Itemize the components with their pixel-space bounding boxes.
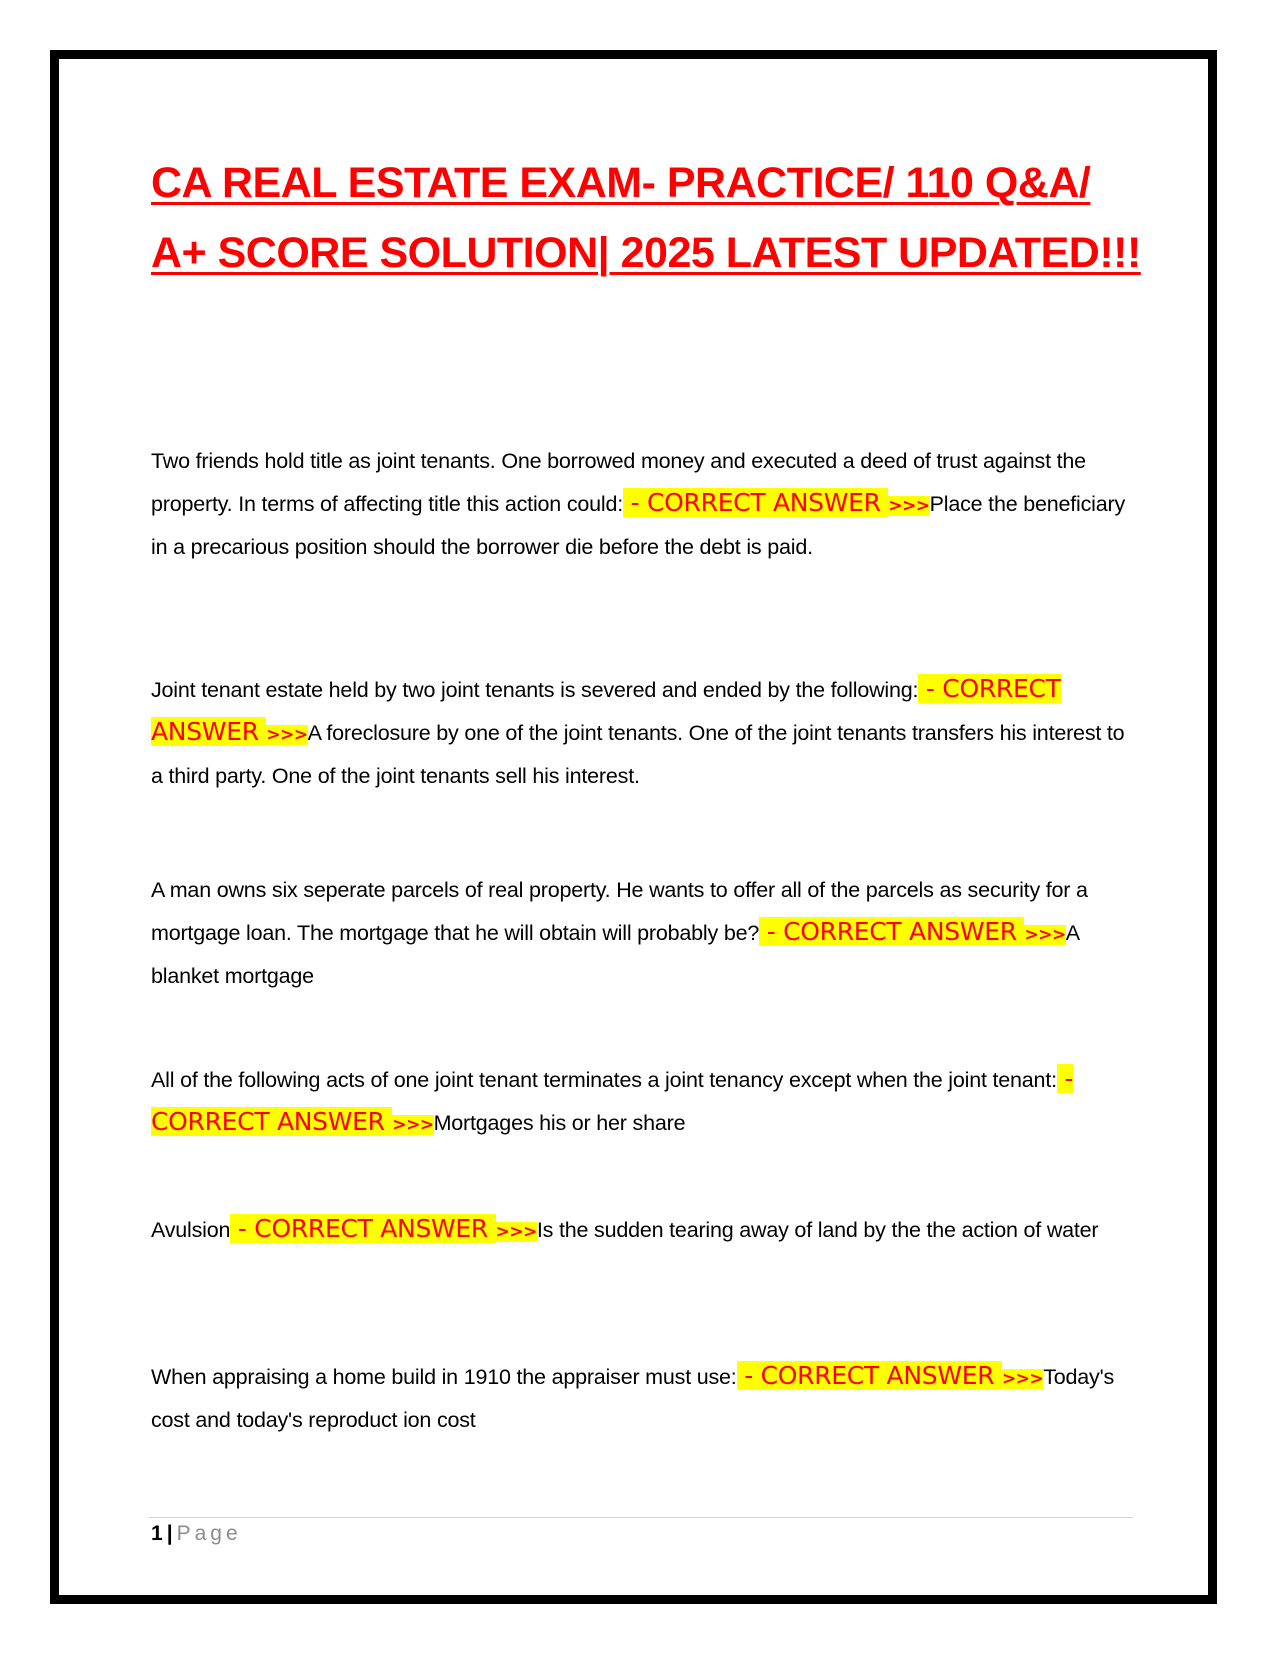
answer-arrows: >>> bbox=[266, 725, 308, 745]
page-footer bbox=[151, 1519, 242, 1549]
answer-arrows: >>> bbox=[888, 496, 930, 516]
correct-answer-label: - CORRECT ANSWER bbox=[151, 1064, 1074, 1136]
answer-text: Mortgages his or her share bbox=[433, 1111, 686, 1135]
document-title: CA REAL ESTATE EXAM- PRACTICE/ 110 Q&A/ A+ SCORE SOLUTION| 2025 LATEST UPDATED!!! bbox=[151, 159, 1141, 277]
question-text: All of the following acts of one joint tenant terminates a joint tenancy except when the joint tenant: bbox=[151, 1068, 1057, 1092]
question-text: Avulsion bbox=[151, 1218, 231, 1242]
correct-answer-label: - CORRECT ANSWER bbox=[623, 488, 889, 517]
answer-text: A foreclosure by one of the joint tenants. One of the joint tenants transfers his interest to a third party. One of the joint tenants sell his interest. bbox=[151, 721, 1125, 788]
qa-item bbox=[151, 668, 1126, 797]
answer-arrows: >>> bbox=[495, 1222, 537, 1242]
correct-answer-label: - CORRECT ANSWER bbox=[230, 1214, 496, 1243]
answer-arrows: >>> bbox=[392, 1115, 434, 1135]
qa-item bbox=[151, 870, 1126, 997]
page-label: Page bbox=[176, 1522, 242, 1545]
qa-item bbox=[151, 441, 1126, 568]
question-text: Joint tenant estate held by two joint tenants is severed and ended by the following: bbox=[151, 678, 919, 702]
page-separator: | bbox=[166, 1522, 173, 1545]
qa-item bbox=[151, 1058, 1126, 1146]
correct-answer-label: - CORRECT ANSWER bbox=[151, 674, 1061, 746]
answer-text: Today's cost and today's reproduct ion cost bbox=[151, 1365, 1115, 1432]
answer-text: Place the beneficiary in a precarious position should the borrower die before the debt is paid. bbox=[151, 492, 1125, 559]
page-number: 1 bbox=[151, 1522, 163, 1545]
answer-text: Is the sudden tearing away of land by the the action of water bbox=[536, 1218, 1099, 1242]
answer-arrows: >>> bbox=[1024, 925, 1066, 945]
answer-arrows: >>> bbox=[1001, 1369, 1044, 1389]
question-text: Two friends hold title as joint tenants. One borrowed money and executed a deed of trust against the property. In terms of affecting title this action could: bbox=[151, 449, 1086, 516]
correct-answer-label: - CORRECT ANSWER bbox=[759, 917, 1025, 946]
question-text: When appraising a home build in 1910 the appraiser must use: bbox=[151, 1365, 737, 1389]
qa-item bbox=[151, 1209, 1126, 1252]
answer-text: A blanket mortgage bbox=[151, 921, 1079, 988]
footer-divider bbox=[149, 1517, 1133, 1518]
qa-item bbox=[151, 1355, 1126, 1441]
question-text: A man owns six seperate parcels of real property. He wants to offer all of the parcels as security for a mortgage loan. The mortgage that he will obtain will probably be? bbox=[151, 878, 1088, 945]
correct-answer-label: - CORRECT ANSWER bbox=[736, 1361, 1002, 1390]
